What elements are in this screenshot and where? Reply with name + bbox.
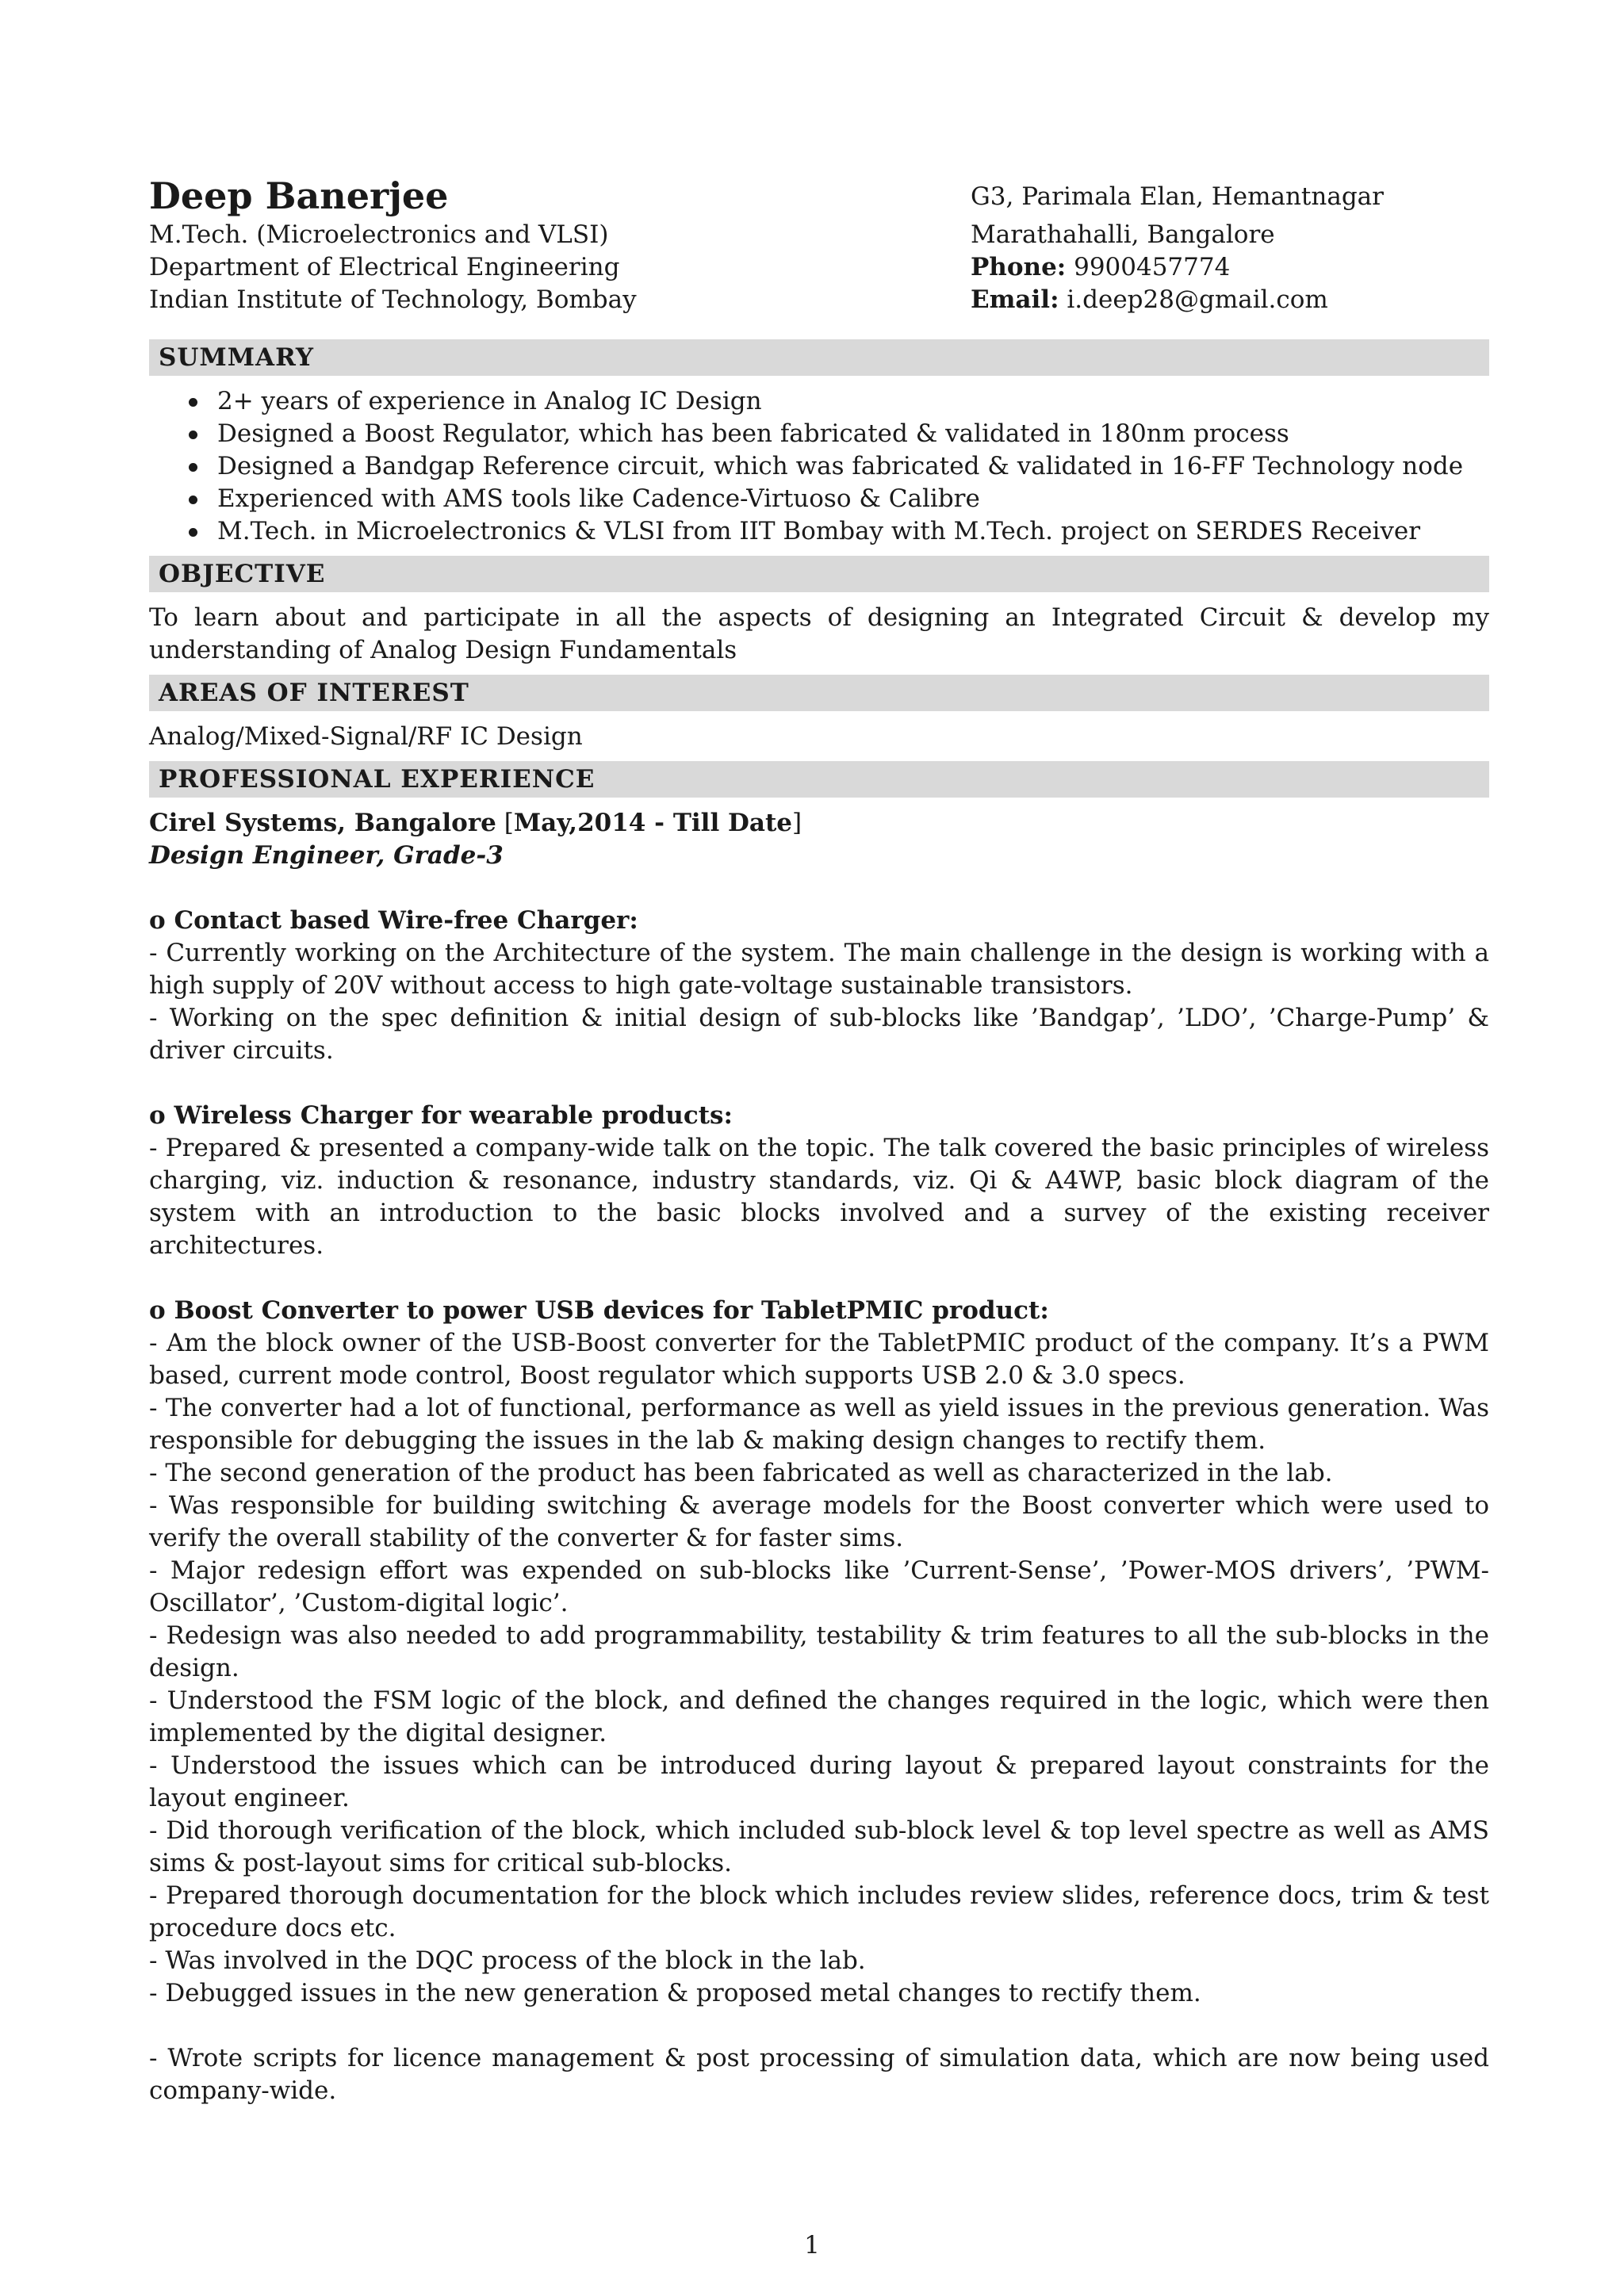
email-line	[971, 284, 1494, 316]
project-line: - Currently working on the Architecture of the system. The main challenge in the design is working with a high supply of 20V without access to high gate-voltage sustainable transistors.	[149, 939, 1489, 1000]
project-title: o Contact based Wire-free Charger:	[149, 906, 638, 935]
spacer	[149, 2010, 1489, 2042]
institute: Indian Institute of Technology, Bombay	[149, 285, 637, 314]
project-line: - Debugged issues in the new generation & proposed metal changes to rectify them.	[149, 1979, 1201, 2007]
address-line-1: G3, Parimala Elan, Hemantnagar	[971, 182, 1384, 211]
summary-item-text: Experienced with AMS tools like Cadence-Virtuoso & Calibre	[217, 484, 980, 513]
project-line: - Prepared thorough documentation for the block which includes review slides, reference docs, trim & test procedure docs etc.	[149, 1881, 1489, 1942]
company-name: Cirel Systems, Bangalore	[149, 809, 496, 837]
resume-page	[149, 173, 1489, 2107]
project-line: - Major redesign effort was expended on sub-blocks like ’Current-Sense’, ’Power-MOS drivers’, ’PWM-Oscillator’, ’Custom-digital logic’.	[149, 1556, 1489, 1617]
summary-item-text: Designed a Bandgap Reference circuit, which was fabricated & validated in 16-FF Technology node	[217, 452, 1464, 480]
bullet-icon	[189, 398, 197, 407]
project-line: - The second generation of the product has been fabricated as well as characterized in the lab.	[149, 1459, 1333, 1487]
summary-list	[149, 385, 1489, 548]
project-title: o Boost Converter to power USB devices for TabletPMIC product:	[149, 1296, 1049, 1325]
email-value[interactable]: i.deep28@gmail.com	[1067, 285, 1328, 314]
project-line: - Prepared & presented a company-wide talk on the topic. The talk covered the basic principles of wireless charging, viz. induction & resonance, industry standards, viz. Qi & A4WP, basic block diagram of the system with an introduction to the basic blocks involved and a survey of the existing receiver architectures.	[149, 1134, 1489, 1260]
summary-item-text: M.Tech. in Microelectronics & VLSI from IIT Bombay with M.Tech. project on SERDES Receiver	[217, 517, 1421, 545]
project-line: - Was involved in the DQC process of the block in the lab.	[149, 1946, 866, 1975]
spacer	[149, 1067, 1489, 1100]
phone-line	[971, 251, 1494, 284]
interests-heading: AREAS OF INTEREST	[149, 675, 1489, 711]
bullet-icon	[189, 496, 197, 504]
header-right	[971, 173, 1494, 316]
project-lines	[149, 1327, 1489, 2010]
bullet-icon	[189, 430, 197, 439]
objective-text: To learn about and participate in all the aspects of designing an Integrated Circuit & develop my understanding of Analog Design Fundamentals	[149, 603, 1489, 664]
summary-item	[189, 450, 1489, 483]
period-open: [	[496, 809, 514, 837]
project-line: - Am the block owner of the USB-Boost converter for the TabletPMIC product of the company. It’s a PWM based, current mode control, Boost regulator which supports USB 2.0 & 3.0 specs.	[149, 1329, 1489, 1390]
candidate-name: Deep Banerjee	[149, 174, 449, 217]
phone-label: Phone:	[971, 253, 1067, 281]
project-line: - The converter had a lot of functional, performance as well as yield issues in the previous generation. Was responsible for debugging the issues in the lab & making design changes to rectify them.	[149, 1394, 1489, 1455]
objective-heading: OBJECTIVE	[149, 556, 1489, 592]
project-wireless-charger	[149, 1100, 1489, 1262]
project-line: - Did thorough verification of the block, which included sub-block level & top level spectre as well as AMS sims & post-layout sims for critical sub-blocks.	[149, 1816, 1489, 1877]
summary-item	[189, 418, 1489, 450]
interests-text: Analog/Mixed-Signal/RF IC Design	[149, 722, 583, 751]
project-boost-converter	[149, 1295, 1489, 2107]
project-lines	[149, 1132, 1489, 1262]
page-number: 1	[804, 2231, 820, 2260]
header-left	[149, 173, 942, 316]
summary-item	[189, 385, 1489, 418]
resume-header	[149, 173, 1489, 323]
summary-item-text: 2+ years of experience in Analog IC Design	[217, 387, 762, 415]
bullet-icon	[189, 528, 197, 537]
degree: M.Tech. (Microelectronics and VLSI)	[149, 220, 609, 249]
period-close: ]	[792, 809, 802, 837]
employment-period: May,2014 - Till Date	[513, 809, 793, 837]
project-line: - Understood the issues which can be introduced during layout & prepared layout constraints for the layout engineer.	[149, 1751, 1489, 1812]
project-wire-free-charger	[149, 905, 1489, 1067]
phone-value: 9900457774	[1074, 253, 1231, 281]
project-line: - Redesign was also needed to add programmability, testability & trim features to all the sub-blocks in the design.	[149, 1621, 1489, 1682]
spacer	[149, 1262, 1489, 1295]
project-line: - Working on the spec definition & initial design of sub-blocks like ’Bandgap’, ’LDO’, ’Charge-Pump’ & driver circuits.	[149, 1004, 1489, 1065]
company-line	[149, 807, 1489, 840]
project-title: o Wireless Charger for wearable products:	[149, 1101, 733, 1130]
bullet-icon	[189, 463, 197, 472]
department: Department of Electrical Engineering	[149, 253, 620, 281]
project-lines	[149, 937, 1489, 1067]
project-line: - Was responsible for building switching & average models for the Boost converter which were used to verify the overall stability of the converter & for faster sims.	[149, 1491, 1489, 1552]
summary-item	[189, 515, 1489, 548]
email-label: Email:	[971, 285, 1059, 314]
project-extra	[149, 2042, 1489, 2107]
summary-item-text: Designed a Boost Regulator, which has been fabricated & validated in 180nm process	[217, 419, 1289, 448]
job-role: Design Engineer, Grade-3	[149, 841, 504, 870]
address-line-2: Marathahalli, Bangalore	[971, 220, 1275, 249]
experience-heading: PROFESSIONAL EXPERIENCE	[149, 761, 1489, 798]
summary-item	[189, 483, 1489, 515]
summary-heading: SUMMARY	[149, 339, 1489, 376]
project-line: - Wrote scripts for licence management & post processing of simulation data, which are now being used company-wide.	[149, 2044, 1489, 2105]
project-line: - Understood the FSM logic of the block, and defined the changes required in the logic, which were then implemented by the digital designer.	[149, 1686, 1489, 1747]
